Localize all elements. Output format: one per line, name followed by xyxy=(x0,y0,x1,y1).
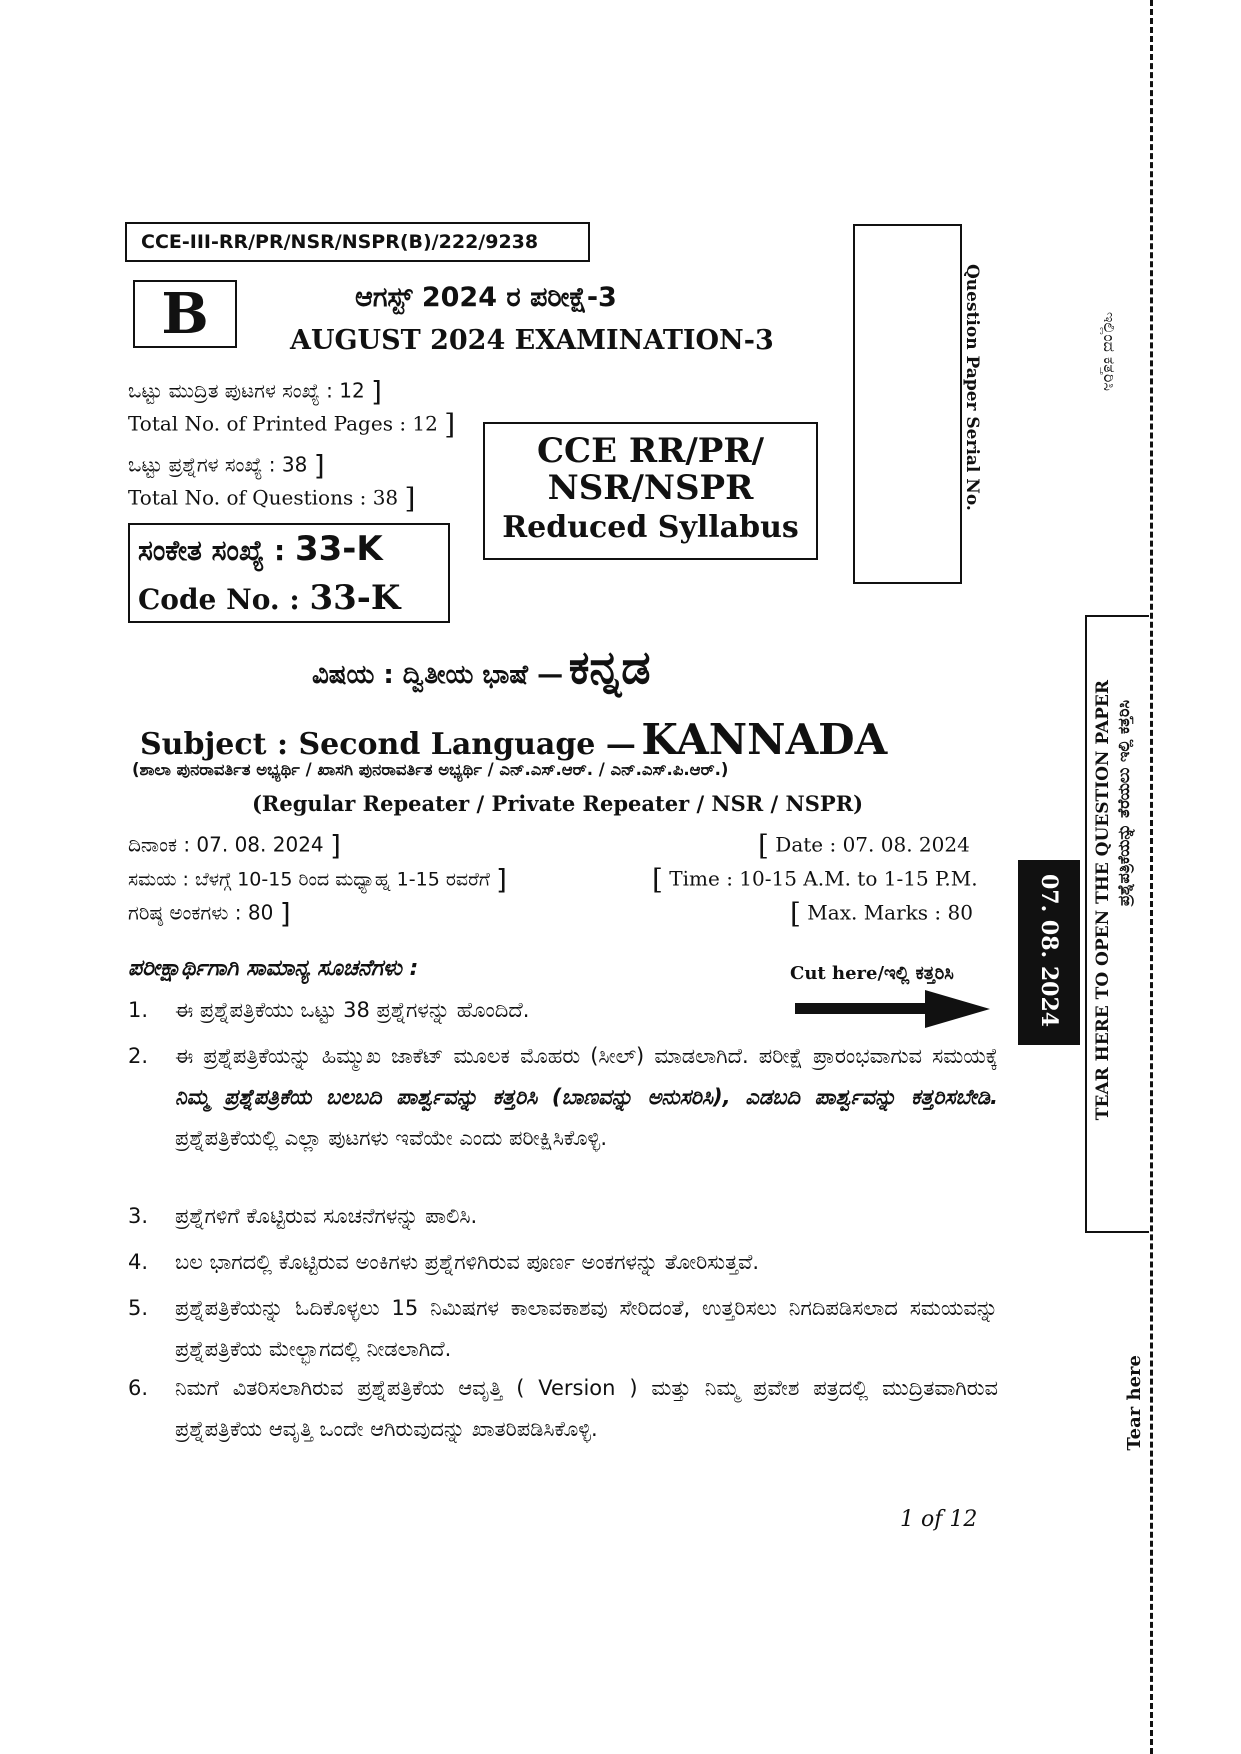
date-en: [ Date : 07. 08. 2024 xyxy=(758,829,970,862)
code-en-row: Code No. : 33-K xyxy=(138,578,401,618)
marks-en: [ Max. Marks : 80 xyxy=(790,897,973,930)
tear-dashed-line xyxy=(1150,0,1153,1754)
side-date: 07. 08. 2024 xyxy=(1036,874,1062,1028)
serial-number-box[interactable] xyxy=(853,224,962,584)
questions-kn: ಒಟ್ಟು ಪ್ರಶ್ನೆಗಳ ಸಂಖ್ಯೆ : 38 ] xyxy=(128,449,325,482)
cut-here-kn-top: ಇಲ್ಲಿಂದ ಕತ್ತರಿಸಿ xyxy=(1100,312,1119,391)
instruction-1: 1. ಈ ಪ್ರಶ್ನೆಪತ್ರಿಕೆಯು ಒಟ್ಟು 38 ಪ್ರಶ್ನೆಗಳನ್ನು ಹೊಂದಿದೆ. xyxy=(128,998,530,1022)
candidate-kn: (ಶಾಲಾ ಪುನರಾವರ್ತಿತ ಅಭ್ಯರ್ಥಿ / ಖಾಸಗಿ ಪುನರಾವರ್ತಿತ ಅಭ್ಯರ್ಥಿ / ಎನ್.ಎಸ್.ಆರ್. / ಎನ್.ಎಸ್.ಪಿ.ಆರ್.) xyxy=(132,760,729,779)
cce-box xyxy=(483,422,818,560)
subject-kn: ವಿಷಯ : ದ್ವಿತೀಯ ಭಾಷೆ — ಕನ್ನಡ xyxy=(312,640,651,694)
exam-title-kn: ಆಗಸ್ಟ್ 2024 ರ ಪರೀಕ್ಷೆ-3 xyxy=(355,282,617,313)
page-number: 1 of 12 xyxy=(900,1507,978,1532)
instruction-4: 4. ಬಲ ಭಾಗದಲ್ಲಿ ಕೊಟ್ಟಿರುವ ಅಂಕಿಗಳು ಪ್ರಶ್ನೆಗಳಿಗಿರುವ ಪೂರ್ಣ ಅಂಕಗಳನ್ನು ತೋರಿಸುತ್ತವೆ. xyxy=(128,1250,760,1274)
tear-here: Tear here xyxy=(1124,1355,1145,1451)
exam-title-en: AUGUST 2024 EXAMINATION-3 xyxy=(290,325,774,356)
time-en: [ Time : 10-15 A.M. to 1-15 P.M. xyxy=(652,863,978,896)
candidate-en: (Regular Repeater / Private Repeater / NSR / NSPR) xyxy=(252,791,864,816)
version-letter-box xyxy=(133,280,237,348)
serial-label: Question Paper Serial No. xyxy=(962,264,982,511)
instructions-heading: ಪರೀಕ್ಷಾರ್ಥಿಗಾಗಿ ಸಾಮಾನ್ಯ ಸೂಚನೆಗಳು : xyxy=(128,956,419,981)
cut-here-label: Cut here/ಇಲ್ಲಿ ಕತ್ತರಿಸಿ xyxy=(790,963,954,984)
pages-en: Total No. of Printed Pages : 12 ] xyxy=(128,408,456,441)
marks-kn: ಗರಿಷ್ಠ ಅಂಕಗಳು : 80 ] xyxy=(128,897,291,930)
side-date-badge xyxy=(1018,860,1080,1045)
questions-en: Total No. of Questions : 38 ] xyxy=(128,482,416,515)
code-number-box xyxy=(128,523,450,623)
instruction-5: 5. ಪ್ರಶ್ನೆಪತ್ರಿಕೆಯನ್ನು ಓದಿಕೊಳ್ಳಲು 15 ನಿಮಿಷಗಳ ಕಾಲಾವಕಾಶವು ಸೇರಿದಂತೆ, ಉತ್ತರಿಸಲು ನಿಗದಿಪಡಿಸಲಾದ ಸಮಯವನ್ನು ಪ್ರಶ್ನೆಪತ್ರಿಕೆಯ ಮೇಲ್ಭಾಗದಲ್ಲಿ ನೀಡಲಾಗಿದೆ. xyxy=(128,1296,998,1361)
cce-line1: CCE RR/PR/ xyxy=(536,431,765,471)
tear-kn: ಪ್ರಶ್ನೆಪತ್ರಿಕೆಯನ್ನು ತೆರೆಯಲು ಇಲ್ಲಿ ಕತ್ತರಿಸಿ xyxy=(1114,700,1133,907)
cce-line2: NSR/NSPR xyxy=(547,468,754,508)
instruction-6: 6. ನಿಮಗೆ ವಿತರಿಸಲಾಗಿರುವ ಪ್ರಶ್ನೆಪತ್ರಿಕೆಯ ಆವೃತ್ತಿ ( Version ) ಮತ್ತು ನಿಮ್ಮ ಪ್ರವೇಶ ಪತ್ರದಲ್ಲಿ ಮುದ್ರಿತವಾಗಿರುವ ಪ್ರಶ್ನೆಪತ್ರಿಕೆಯ ಆವೃತ್ತಿ ಒಂದೇ ಆಗಿರುವುದನ್ನು ಖಾತರಿಪಡಿಸಿಕೊಳ್ಳಿ. xyxy=(128,1376,998,1441)
pages-kn: ಒಟ್ಟು ಮುದ್ರಿತ ಪುಟಗಳ ಸಂಖ್ಯೆ : 12 ] xyxy=(128,375,382,408)
paper-code: CCE-III-RR/PR/NSR/NSPR(B)/222/9238 xyxy=(141,231,539,253)
paper-code-box xyxy=(125,222,590,262)
code-kn-row: ಸಂಕೇತ ಸಂಖ್ಯೆ : 33-K xyxy=(138,529,383,569)
version-letter: B xyxy=(161,281,209,347)
instruction-3: 3. ಪ್ರಶ್ನೆಗಳಿಗೆ ಕೊಟ್ಟಿರುವ ಸೂಚನೆಗಳನ್ನು ಪಾಲಿಸಿ. xyxy=(128,1204,478,1228)
date-kn: ದಿನಾಂಕ : 07. 08. 2024 ] xyxy=(128,829,341,862)
subject-en: Subject : Second Language — KANNADA xyxy=(140,715,888,764)
tear-en: TEAR HERE TO OPEN THE QUESTION PAPER xyxy=(1093,680,1113,1121)
time-kn: ಸಮಯ : ಬೆಳಗ್ಗೆ 10-15 ರಿಂದ ಮಧ್ಯಾಹ್ನ 1-15 ರವರೆಗೆ ] xyxy=(128,863,507,896)
instruction-2: 2. ಈ ಪ್ರಶ್ನೆಪತ್ರಿಕೆಯನ್ನು ಹಿಮ್ಮುಖ ಜಾಕೆಟ್ ಮೂಲಕ ಮೊಹರು (ಸೀಲ್) ಮಾಡಲಾಗಿದೆ. ಪರೀಕ್ಷೆ ಪ್ರಾರಂಭವಾಗುವ ಸಮಯಕ್ಕೆ ನಿಮ್ಮ ಪ್ರಶ್ನೆಪತ್ರಿಕೆಯ ಬಲಬದಿ ಪಾರ್ಶ್ವವನ್ನು ಕತ್ತರಿಸಿ (ಬಾಣವನ್ನು ಅನುಸರಿಸಿ), ಎಡಬದಿ ಪಾರ್ಶ್ವವನ್ನು ಕತ್ತರಿಸಬೇಡಿ. ಪ್ರಶ್ನೆಪತ್ರಿಕೆಯಲ್ಲಿ ಎಲ್ಲಾ ಪುಟಗಳು ಇವೆಯೇ ಎಂದು ಪರೀಕ್ಷಿಸಿಕೊಳ್ಳಿ. xyxy=(128,1044,998,1150)
cce-line3: Reduced Syllabus xyxy=(502,510,799,545)
